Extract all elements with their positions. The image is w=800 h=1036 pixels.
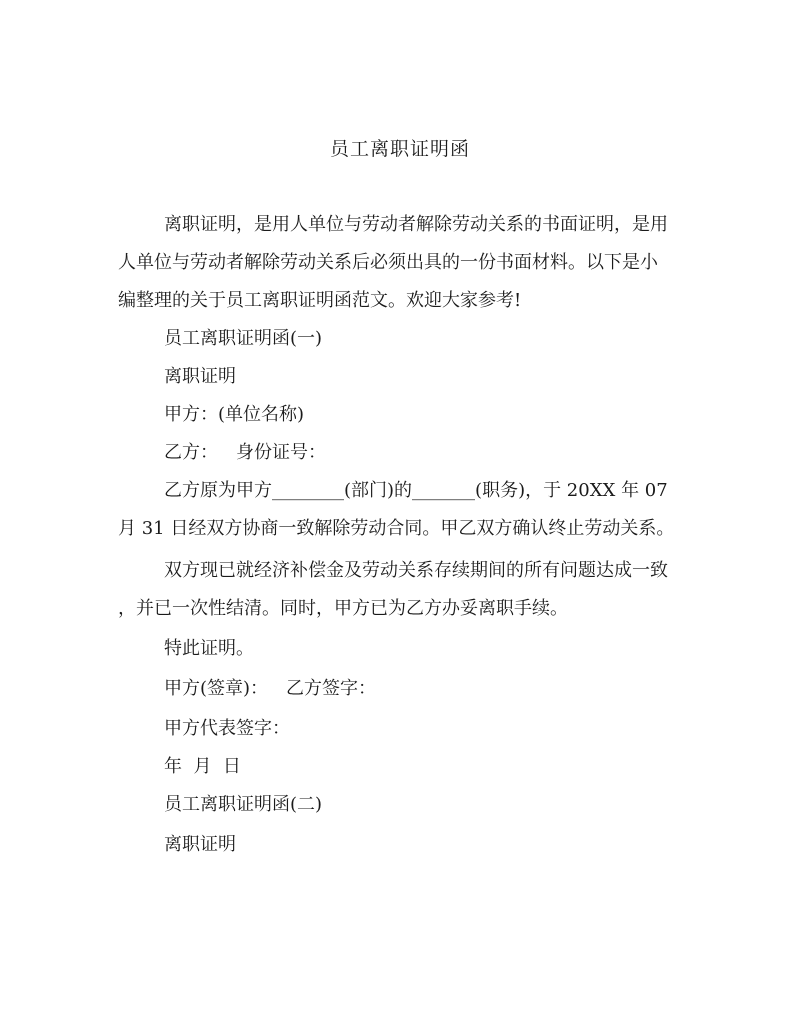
settlement-line: 双方现已就经济补偿金及劳动关系存续期间的所有问题达成一致	[164, 560, 668, 581]
signature-line	[164, 670, 376, 708]
date-line: 年 月 日	[164, 756, 241, 777]
sample1-subtitle: 离职证明	[164, 366, 236, 387]
certify-line: 特此证明。	[164, 638, 254, 659]
party-b-id-label: 身份证号：	[236, 442, 326, 463]
intro-line: 人单位与劳动者解除劳动关系后必须出具的一份书面材料。以下是小	[118, 252, 658, 273]
sample2-subtitle: 离职证明	[164, 834, 236, 855]
document-title: 员工离职证明函	[329, 138, 470, 160]
party-b-line	[164, 434, 326, 472]
sample2-heading: 员工离职证明函(二)	[164, 794, 323, 815]
intro-paragraph	[118, 206, 688, 320]
party-b-label: 乙方：	[164, 442, 218, 463]
settlement-line: ，并已一次性结清。同时，甲方已为乙方办妥离职手续。	[118, 598, 568, 619]
termination-line: 月 31 日经双方协商一致解除劳动合同。甲乙双方确认终止劳动关系。	[118, 518, 675, 539]
party-a-seal-label: 甲方(签章)：	[164, 678, 269, 699]
termination-line: 乙方原为甲方________(部门)的_______(职务)，于 20XX 年 07	[164, 480, 668, 501]
termination-paragraph	[118, 472, 698, 548]
party-b-sign-label: 乙方签字：	[286, 678, 377, 699]
party-a-line: 甲方：(单位名称)	[164, 404, 305, 425]
settlement-paragraph	[118, 552, 698, 628]
intro-line: 离职证明，是用人单位与劳动者解除劳动关系的书面证明，是用	[164, 214, 668, 235]
sample1-heading: 员工离职证明函(一)	[164, 328, 323, 349]
intro-line: 编整理的关于员工离职证明函范文。欢迎大家参考!	[118, 290, 522, 311]
representative-sign-line: 甲方代表签字：	[164, 718, 290, 739]
